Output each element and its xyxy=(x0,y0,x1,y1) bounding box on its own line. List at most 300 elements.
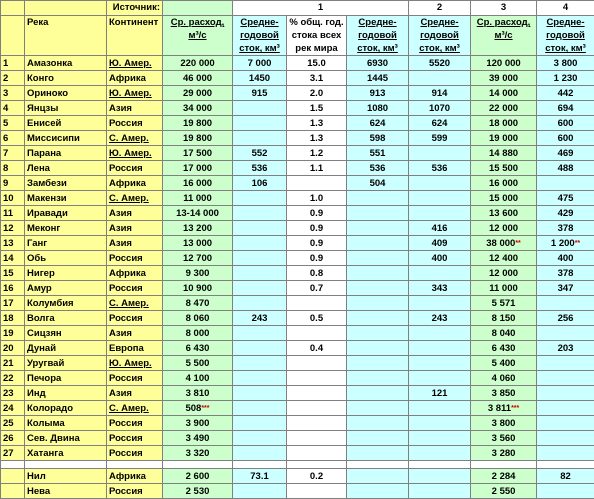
cell-percent xyxy=(287,116,347,131)
cell-flow4 xyxy=(471,401,537,416)
table-row xyxy=(1,386,594,401)
header-cell-empty xyxy=(163,1,233,16)
cell-continent-value: Африка xyxy=(109,471,146,482)
cell-runoff3-value: 536 xyxy=(432,163,448,174)
cell-number-value: 12 xyxy=(3,223,14,234)
cell-continent xyxy=(107,386,163,401)
cell-runoff1 xyxy=(233,56,287,71)
table-row xyxy=(1,191,594,206)
cell-flow1 xyxy=(163,281,233,296)
cell-flow4-value: 5 400 xyxy=(492,358,516,369)
cell-flow1 xyxy=(163,356,233,371)
cell-number-value: 4 xyxy=(3,103,8,114)
cell-runoff4 xyxy=(537,176,594,191)
cell-number xyxy=(1,236,25,251)
cell-runoff1 xyxy=(233,116,287,131)
cell-runoff2 xyxy=(347,356,409,371)
cell-flow1-value: 220 000 xyxy=(180,58,214,69)
cell-runoff1 xyxy=(233,431,287,446)
cell-number-value: 7 xyxy=(3,148,8,159)
cell-number-value: 23 xyxy=(3,388,14,399)
cell-runoff1 xyxy=(233,371,287,386)
cell-percent xyxy=(287,236,347,251)
cell-continent-value: Россия xyxy=(109,313,143,324)
cell-percent-value: 1.5 xyxy=(310,103,323,114)
cell-runoff4 xyxy=(537,341,594,356)
cell-number-value: 25 xyxy=(3,418,14,429)
cell-runoff4 xyxy=(537,221,594,236)
table-row xyxy=(1,296,594,311)
cell-continent-value: Россия xyxy=(109,418,143,429)
column-header-runoff3 xyxy=(409,16,471,56)
cell-runoff2 xyxy=(347,266,409,281)
cell-river xyxy=(25,469,107,484)
cell-flow4 xyxy=(471,236,537,251)
cell-continent-value: Африка xyxy=(109,178,146,189)
cell-continent-value: Азия xyxy=(109,238,132,249)
cell-flow4 xyxy=(471,86,537,101)
cell-river-value: Миссисипи xyxy=(27,133,80,144)
cell-flow1 xyxy=(163,469,233,484)
cell-river xyxy=(25,176,107,191)
cell-runoff2 xyxy=(347,116,409,131)
cell-number-value: 15 xyxy=(3,268,14,279)
cell-flow4-value: 12 000 xyxy=(489,268,518,279)
cell-flow4 xyxy=(471,56,537,71)
cell-runoff2 xyxy=(347,56,409,71)
cell-flow4 xyxy=(471,341,537,356)
cell-flow1-value: 8 060 xyxy=(186,313,210,324)
cell-percent xyxy=(287,484,347,499)
cell-runoff1 xyxy=(233,356,287,371)
spacer-cell xyxy=(471,461,537,469)
cell-runoff4 xyxy=(537,161,594,176)
cell-flow4-value: 16 000 xyxy=(489,178,518,189)
cell-percent-value: 1.1 xyxy=(310,163,323,174)
cell-runoff4-value: 429 xyxy=(558,208,574,219)
cell-runoff4-value: 475 xyxy=(558,193,574,204)
cell-river-value: Амазонка xyxy=(27,58,72,69)
cell-river-value: Конго xyxy=(27,73,54,84)
cell-flow4-value: 6 430 xyxy=(492,343,516,354)
table-row xyxy=(1,266,594,281)
cell-flow4 xyxy=(471,161,537,176)
cell-runoff4 xyxy=(537,71,594,86)
cell-percent-value: 1.3 xyxy=(310,133,323,144)
cell-flow1 xyxy=(163,311,233,326)
cell-runoff4-value: 1 200 xyxy=(551,238,575,249)
cell-number-value: 27 xyxy=(3,448,14,459)
cell-flow1-value: 17 500 xyxy=(183,148,212,159)
cell-runoff2 xyxy=(347,251,409,266)
cell-river-value: Нева xyxy=(27,486,50,497)
cell-continent xyxy=(107,101,163,116)
cell-flow1-value: 19 800 xyxy=(183,133,212,144)
cell-number-value: 17 xyxy=(3,298,14,309)
cell-flow1-value: 6 430 xyxy=(186,343,210,354)
cell-continent xyxy=(107,146,163,161)
cell-percent xyxy=(287,401,347,416)
cell-river-value: Дунай xyxy=(27,343,56,354)
column-header-runoff1 xyxy=(233,16,287,56)
cell-flow4 xyxy=(471,176,537,191)
cell-flow1-value: 34 000 xyxy=(183,103,212,114)
cell-percent xyxy=(287,56,347,71)
cell-runoff4 xyxy=(537,266,594,281)
cell-flow4-value: 12 000 xyxy=(489,223,518,234)
cell-percent xyxy=(287,341,347,356)
cell-runoff2-value: 504 xyxy=(370,178,386,189)
cell-number xyxy=(1,341,25,356)
spacer-cell xyxy=(107,461,163,469)
table-row xyxy=(1,56,594,71)
cell-runoff2 xyxy=(347,326,409,341)
cell-runoff3-value: 409 xyxy=(432,238,448,249)
cell-continent xyxy=(107,221,163,236)
cell-flow1-value: 10 900 xyxy=(183,283,212,294)
cell-runoff1 xyxy=(233,296,287,311)
cell-flow1-value: 13-14 000 xyxy=(176,208,219,219)
cell-flow4 xyxy=(471,206,537,221)
cell-continent-value: Россия xyxy=(109,253,143,264)
cell-runoff4 xyxy=(537,146,594,161)
cell-continent xyxy=(107,251,163,266)
cell-runoff2 xyxy=(347,176,409,191)
cell-percent xyxy=(287,206,347,221)
cell-river xyxy=(25,484,107,499)
cell-continent xyxy=(107,469,163,484)
cell-flow1-value: 13 200 xyxy=(183,223,212,234)
cell-continent xyxy=(107,281,163,296)
cell-number-value: 6 xyxy=(3,133,8,144)
cell-runoff1 xyxy=(233,236,287,251)
cell-river xyxy=(25,131,107,146)
spacer-row xyxy=(1,461,594,469)
table-row xyxy=(1,469,594,484)
cell-number-value: 20 xyxy=(3,343,14,354)
table-row xyxy=(1,401,594,416)
cell-runoff2-value: 536 xyxy=(370,163,386,174)
cell-runoff3 xyxy=(409,116,471,131)
cell-river-value: Нигер xyxy=(27,268,55,279)
cell-continent-value: Россия xyxy=(109,433,143,444)
cell-runoff3 xyxy=(409,221,471,236)
cell-river xyxy=(25,281,107,296)
cell-river-value: Хатанга xyxy=(27,448,64,459)
cell-river-value: Инд xyxy=(27,388,46,399)
cell-runoff3 xyxy=(409,86,471,101)
cell-percent xyxy=(287,71,347,86)
cell-runoff2 xyxy=(347,161,409,176)
column-header-runoff4-text: Средне-годовой сток, км³ xyxy=(545,17,586,54)
cell-continent xyxy=(107,416,163,431)
cell-runoff2 xyxy=(347,101,409,116)
cell-percent-value: 1.3 xyxy=(310,118,323,129)
cell-number-value: 22 xyxy=(3,373,14,384)
cell-number xyxy=(1,251,25,266)
cell-runoff1 xyxy=(233,341,287,356)
cell-runoff4 xyxy=(537,311,594,326)
cell-continent xyxy=(107,161,163,176)
column-header-runoff2 xyxy=(347,16,409,56)
cell-continent-value: Азия xyxy=(109,328,132,339)
cell-number xyxy=(1,191,25,206)
cell-percent xyxy=(287,431,347,446)
cell-runoff2 xyxy=(347,371,409,386)
cell-runoff4-value: 82 xyxy=(560,471,571,482)
cell-runoff2 xyxy=(347,341,409,356)
cell-runoff4 xyxy=(537,236,594,251)
cell-continent xyxy=(107,341,163,356)
cell-percent xyxy=(287,86,347,101)
cell-number xyxy=(1,221,25,236)
header-cell-empty xyxy=(1,16,25,56)
cell-runoff2 xyxy=(347,86,409,101)
cell-runoff3 xyxy=(409,236,471,251)
cell-runoff4 xyxy=(537,116,594,131)
cell-flow4 xyxy=(471,416,537,431)
cell-runoff4 xyxy=(537,251,594,266)
cell-continent-value: Европа xyxy=(109,343,144,354)
cell-flow1-value: 17 000 xyxy=(183,163,212,174)
table-row xyxy=(1,161,594,176)
cell-river-value: Янцзы xyxy=(27,103,58,114)
cell-flow1 xyxy=(163,146,233,161)
cell-flow1-value: 3 490 xyxy=(186,433,210,444)
cell-percent xyxy=(287,416,347,431)
cell-runoff2-value: 1445 xyxy=(367,73,388,84)
cell-flow4 xyxy=(471,326,537,341)
cell-flow1 xyxy=(163,484,233,499)
cell-river-value: Уругвай xyxy=(27,358,64,369)
cell-flow1 xyxy=(163,116,233,131)
source-number-4: 4 xyxy=(537,1,594,16)
cell-runoff1 xyxy=(233,484,287,499)
cell-number xyxy=(1,281,25,296)
rivers-table-body xyxy=(1,1,594,499)
cell-river-value: Енисей xyxy=(27,118,61,129)
cell-flow1-value: 13 000 xyxy=(183,238,212,249)
cell-continent-value: Азия xyxy=(109,223,132,234)
cell-percent xyxy=(287,251,347,266)
cell-number xyxy=(1,484,25,499)
cell-runoff3 xyxy=(409,416,471,431)
table-row xyxy=(1,356,594,371)
cell-runoff3 xyxy=(409,326,471,341)
cell-percent xyxy=(287,176,347,191)
cell-river-value: Колорадо xyxy=(27,403,73,414)
cell-percent xyxy=(287,281,347,296)
cell-number xyxy=(1,311,25,326)
cell-flow1 xyxy=(163,71,233,86)
column-header-continent: Континент xyxy=(107,16,163,56)
cell-runoff4 xyxy=(537,356,594,371)
cell-runoff1 xyxy=(233,131,287,146)
cell-river-value: Макензи xyxy=(27,193,67,204)
cell-continent-value: Россия xyxy=(109,373,143,384)
cell-number xyxy=(1,146,25,161)
cell-runoff1 xyxy=(233,86,287,101)
cell-runoff2-value: 624 xyxy=(370,118,386,129)
cell-river xyxy=(25,371,107,386)
cell-runoff4-value: 378 xyxy=(558,223,574,234)
cell-number-value: 24 xyxy=(3,403,14,414)
cell-runoff1 xyxy=(233,386,287,401)
cell-river-value: Обь xyxy=(27,253,46,264)
table-row xyxy=(1,206,594,221)
cell-runoff2 xyxy=(347,71,409,86)
column-header-flow1-text: Ср. расход, м³/с xyxy=(171,17,225,41)
header-cell-empty xyxy=(25,1,107,16)
cell-runoff2 xyxy=(347,416,409,431)
cell-runoff2 xyxy=(347,386,409,401)
cell-river-value: Нил xyxy=(27,471,46,482)
cell-river xyxy=(25,56,107,71)
cell-runoff2 xyxy=(347,236,409,251)
cell-continent-value: Азия xyxy=(109,103,132,114)
cell-runoff3 xyxy=(409,431,471,446)
cell-number-value: 1 xyxy=(3,58,8,69)
cell-continent xyxy=(107,116,163,131)
cell-runoff1 xyxy=(233,146,287,161)
cell-number-value: 18 xyxy=(3,313,14,324)
cell-runoff3-value: 243 xyxy=(432,313,448,324)
table-row xyxy=(1,221,594,236)
cell-percent xyxy=(287,311,347,326)
cell-continent-value: Азия xyxy=(109,208,132,219)
cell-runoff3 xyxy=(409,206,471,221)
cell-flow4 xyxy=(471,469,537,484)
cell-runoff4 xyxy=(537,401,594,416)
cell-runoff3 xyxy=(409,191,471,206)
column-header-row xyxy=(1,16,594,56)
table-row xyxy=(1,431,594,446)
cell-river xyxy=(25,416,107,431)
cell-flow4 xyxy=(471,371,537,386)
table-row xyxy=(1,416,594,431)
cell-continent xyxy=(107,431,163,446)
cell-percent xyxy=(287,146,347,161)
cell-number xyxy=(1,176,25,191)
cell-runoff1-value: 1450 xyxy=(249,73,270,84)
cell-percent xyxy=(287,296,347,311)
cell-river-value: Парана xyxy=(27,148,61,159)
cell-percent-value: 0.8 xyxy=(310,268,323,279)
table-row xyxy=(1,281,594,296)
cell-continent-value: Россия xyxy=(109,283,143,294)
cell-runoff1 xyxy=(233,101,287,116)
table-row xyxy=(1,326,594,341)
cell-river-value: Волга xyxy=(27,313,55,324)
footnote-marker: *** xyxy=(511,405,519,412)
cell-flow1-value: 2 530 xyxy=(186,486,210,497)
footnote-marker: *** xyxy=(201,405,209,412)
cell-runoff3-value: 599 xyxy=(432,133,448,144)
cell-runoff3-value: 400 xyxy=(432,253,448,264)
cell-flow1-value: 11 000 xyxy=(183,193,212,204)
cell-runoff3-value: 624 xyxy=(432,118,448,129)
cell-runoff4 xyxy=(537,484,594,499)
cell-runoff2 xyxy=(347,221,409,236)
cell-number xyxy=(1,326,25,341)
cell-runoff4 xyxy=(537,296,594,311)
source-row xyxy=(1,1,594,16)
cell-continent-value: Россия xyxy=(109,163,143,174)
cell-runoff1-value: 552 xyxy=(252,148,268,159)
cell-river xyxy=(25,86,107,101)
cell-runoff4 xyxy=(537,431,594,446)
table-row xyxy=(1,146,594,161)
cell-flow4-value: 8 150 xyxy=(492,313,516,324)
cell-flow4 xyxy=(471,431,537,446)
cell-flow1 xyxy=(163,86,233,101)
cell-river xyxy=(25,191,107,206)
cell-percent-value: 0.9 xyxy=(310,223,323,234)
cell-number xyxy=(1,446,25,461)
cell-runoff4-value: 488 xyxy=(558,163,574,174)
table-row xyxy=(1,311,594,326)
cell-number xyxy=(1,469,25,484)
cell-flow1 xyxy=(163,266,233,281)
cell-runoff1 xyxy=(233,401,287,416)
cell-flow4-value: 15 000 xyxy=(489,193,518,204)
cell-runoff3-value: 914 xyxy=(432,88,448,99)
cell-flow1 xyxy=(163,296,233,311)
cell-flow4-value: 18 000 xyxy=(489,118,518,129)
cell-river xyxy=(25,356,107,371)
cell-number-value: 2 xyxy=(3,73,8,84)
cell-river-value: Колумбия xyxy=(27,298,74,309)
cell-percent-value: 0.9 xyxy=(310,253,323,264)
column-header-runoff2-text: Средне-годовой сток, км³ xyxy=(357,17,398,54)
cell-continent xyxy=(107,176,163,191)
cell-flow1 xyxy=(163,206,233,221)
cell-percent-value: 2.0 xyxy=(310,88,323,99)
cell-river xyxy=(25,206,107,221)
cell-flow4 xyxy=(471,311,537,326)
cell-number-value: 14 xyxy=(3,253,14,264)
table-row xyxy=(1,341,594,356)
cell-number xyxy=(1,266,25,281)
source-label: Источник: xyxy=(107,1,163,16)
cell-runoff2-value: 913 xyxy=(370,88,386,99)
cell-river-value: Сев. Двина xyxy=(27,433,80,444)
cell-runoff1 xyxy=(233,176,287,191)
cell-flow1 xyxy=(163,221,233,236)
cell-flow4 xyxy=(471,386,537,401)
cell-continent xyxy=(107,484,163,499)
cell-flow4 xyxy=(471,71,537,86)
cell-flow4 xyxy=(471,146,537,161)
cell-runoff2-value: 1080 xyxy=(367,103,388,114)
cell-runoff1 xyxy=(233,251,287,266)
cell-flow4-value: 15 500 xyxy=(489,163,518,174)
cell-runoff4 xyxy=(537,56,594,71)
cell-percent xyxy=(287,101,347,116)
cell-runoff1-value: 243 xyxy=(252,313,268,324)
cell-runoff3 xyxy=(409,371,471,386)
cell-continent-value: Азия xyxy=(109,388,132,399)
cell-flow4-value: 4 060 xyxy=(492,373,516,384)
cell-continent xyxy=(107,266,163,281)
cell-runoff2 xyxy=(347,311,409,326)
cell-continent-value: С. Амер. xyxy=(109,193,149,204)
cell-flow1-value: 3 810 xyxy=(186,388,210,399)
cell-number xyxy=(1,356,25,371)
cell-river-value: Замбези xyxy=(27,178,67,189)
cell-number-value: 16 xyxy=(3,283,14,294)
cell-river xyxy=(25,221,107,236)
